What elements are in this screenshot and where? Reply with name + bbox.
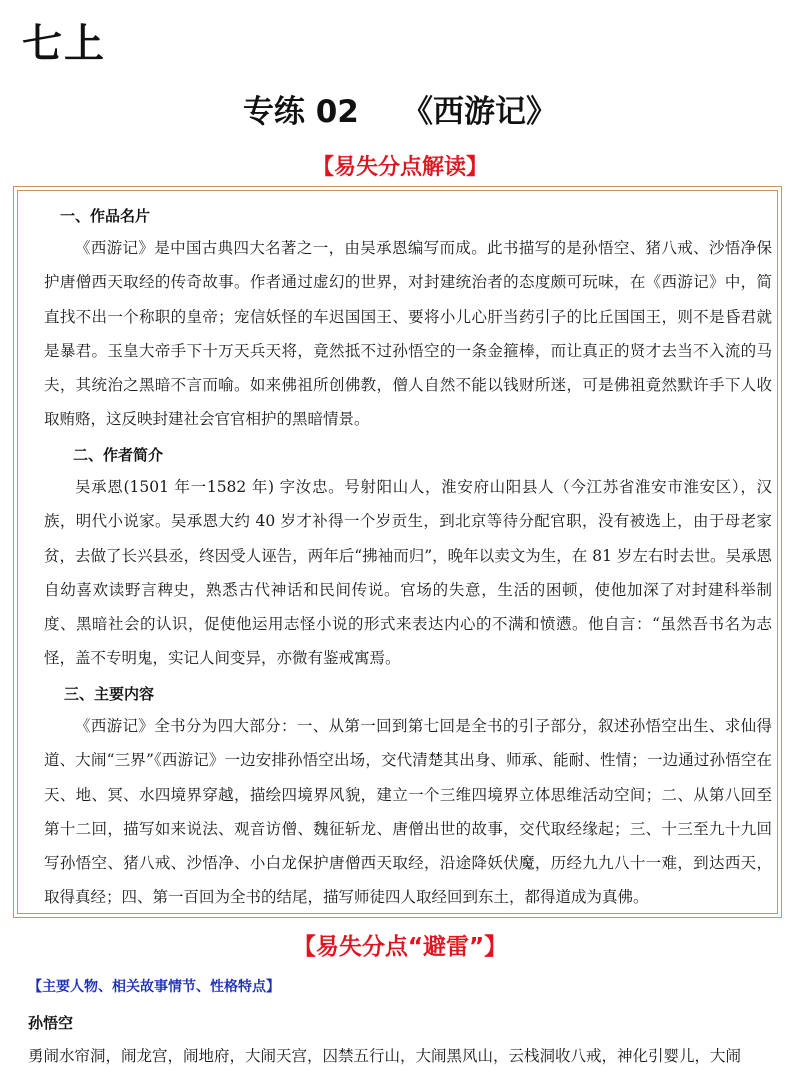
heading-work-card: 一、作品名片 xyxy=(60,207,151,225)
heading-author-intro: 二、作者简介 xyxy=(73,446,164,464)
paragraph-main-content: 《西游记》全书分为四大部分：一、从第一回到第七回是全书的引子部分，叙述孙悟空出生、求仙得道、大闹“三界”《西游记》一边安排孙悟空出场，交代清楚其出身、师承、能耐、性情；一边通过孙悟空在天、地、冥、水四境界穿越，描绘四境界风貌，建立一个三维四境界立体思维活动空间；二、从第八回至第十二回，描写如来说法、观音访僧、魏征斩龙、唐僧出世的故事，交代取经缘起；三、十三至九十九回写孙悟空、猪八戒、沙悟净、小白龙保护唐僧西天取经，沿途降妖伏魔，历经九九八十一难，到达西天，取得真经；四、第一百回为全书的结尾，描写师徒四人取经回到东土，都得道成为真佛。 xyxy=(44,717,772,907)
character-description: 勇闹水帘洞，闹龙宫，闹地府，大闹天宫，囚禁五行山，大闹黑风山，云栈洞收八戒，神化引婴儿，大闹 xyxy=(28,1047,742,1065)
section-heading-interpretation: 【易失分点解读】 xyxy=(311,155,488,180)
heading-main-content: 三、主要内容 xyxy=(64,685,155,703)
subheading-characters: 【主要人物、相关故事情节、性格特点】 xyxy=(28,979,280,995)
character-name: 孙悟空 xyxy=(28,1014,74,1032)
section-heading-avoid-mistakes: 【易失分点“避雷”】 xyxy=(292,934,508,960)
grade-label: 七上 xyxy=(22,21,106,67)
paragraph-work-card: 《西游记》是中国古典四大名著之一，由吴承恩编写而成。此书描写的是孙悟空、猪八戒、沙悟净保护唐僧西天取经的传奇故事。作者通过虚幻的世界，对封建统治者的态度颇可玩味，在《西游记》中，简直找不出一个称职的皇帝；宠信妖怪的车迟国国王、要将小儿心肝当药引子的比丘国国王，则不是昏君就是暴君。玉皇大帝手下十万天兵天将，竟然抵不过孙悟空的一条金箍棒，而让真正的贤才去当不入流的马夫，其统治之黑暗不言而喻。如来佛祖所创佛教，僧人自然不能以钱财所迷，可是佛祖竟然默许手下人收取贿赂，这反映封建社会官官相护的黑暗情景。 xyxy=(44,239,772,429)
paragraph-author-intro: 吴承恩(1501 年一1582 年) 字汝忠。号射阳山人，淮安府山阳县人（今江苏省淮安市淮安区），汉族，明代小说家。吴承恩大约 40 岁才补得一个岁贡生，到北京等待分配官职，没有被选上，由于母老家贫，去做了长兴县丞，终因受人诬告，两年后“拂袖而归”，晚年以卖文为生，在 81 岁左右时去世。吴承恩自幼喜欢读野言稗史，熟悉古代神话和民间传说。官场的失意，生活的困顿，使他加深了对封建科举制度、黑暗社会的认识，促使他运用志怪小说的形式来表达内心的不满和愤懑。他自言：“虽然吾书名为志怪，盖不专明鬼，实记人间变异，亦微有鉴戒寓焉。 xyxy=(44,478,772,668)
page-title: 专练 02 《西游记》 xyxy=(242,94,558,130)
